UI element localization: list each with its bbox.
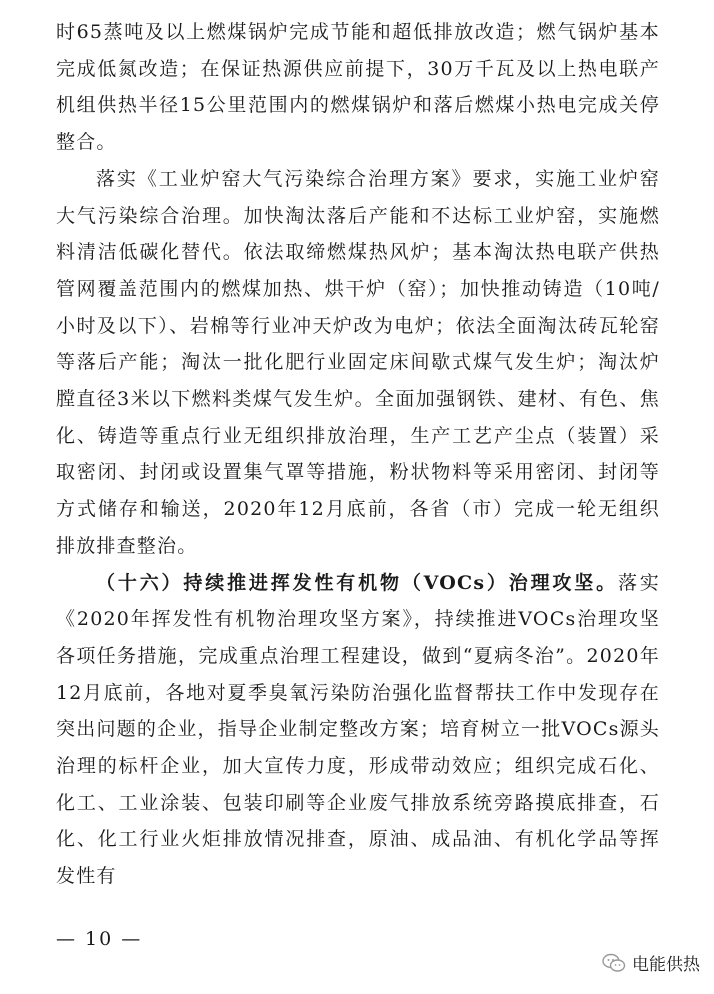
paragraph-industrial-furnace: 落实《工业炉窑大气污染综合治理方案》要求，实施工业炉窑大气污染综合治理。加快淘汰落后产能和不达标工业炉窑，实施燃料清洁低碳化替代。依法取缔燃煤热风炉；基本淘汰热电联产供热管网覆盖范围内的燃煤加热、烘干炉（窑）；加快推动铸造（10吨/小时及以下）、岩棉等行业冲天炉改为电炉；依法全面淘汰砖瓦轮窑等落后产能；淘汰一批化肥行业固定床间歇式煤气发生炉；淘汰炉膛直径3米以下燃料类煤气发生炉。全面加强钢铁、建材、有色、焦化、铸造等重点行业无组织排放治理，生产工艺产尘点（装置）采取密闭、封闭或设置集气罩等措施，粉状物料等采用密闭、封闭等方式储存和输送，2020年12月底前，各省（市）完成一轮无组织排放排查整治。 (56, 167, 660, 557)
wechat-icon (602, 952, 626, 974)
document-page (56, 14, 660, 895)
page-number: — 10 — (56, 928, 143, 950)
paragraph-vocs (56, 565, 660, 895)
watermark (602, 950, 700, 975)
paragraph-vocs-body: 落实《2020年挥发性有机物治理攻坚方案》，持续推进VOCs治理攻坚各项任务措施，完成重点治理工程建设，做到“夏病冬治”。2020年12月底前，各地对夏季臭氧污染防治强化监督帮扶工作中发现存在突出问题的企业，指导企业制定整改方案；培育树立一批VOCs源头治理的标杆企业，加大宣传力度，形成带动效应；组织完成石化、化工、工业涂装、包装印刷等企业废气排放系统旁路摸底排查，石化、化工行业火炬排放情况排查，原油、成品油、有机化学品等挥发性有 (56, 571, 660, 888)
section-heading-vocs: （十六）持续推进挥发性有机物（VOCs）治理攻坚。 (96, 571, 618, 594)
paragraph-boiler: 时65蒸吨及以上燃煤锅炉完成节能和超低排放改造；燃气锅炉基本完成低氮改造；在保证热源供应前提下，30万千瓦及以上热电联产机组供热半径15公里范围内的燃煤锅炉和落后燃煤小热电完成关停整合。 (56, 21, 660, 154)
watermark-label: 电能供热 (632, 955, 700, 975)
